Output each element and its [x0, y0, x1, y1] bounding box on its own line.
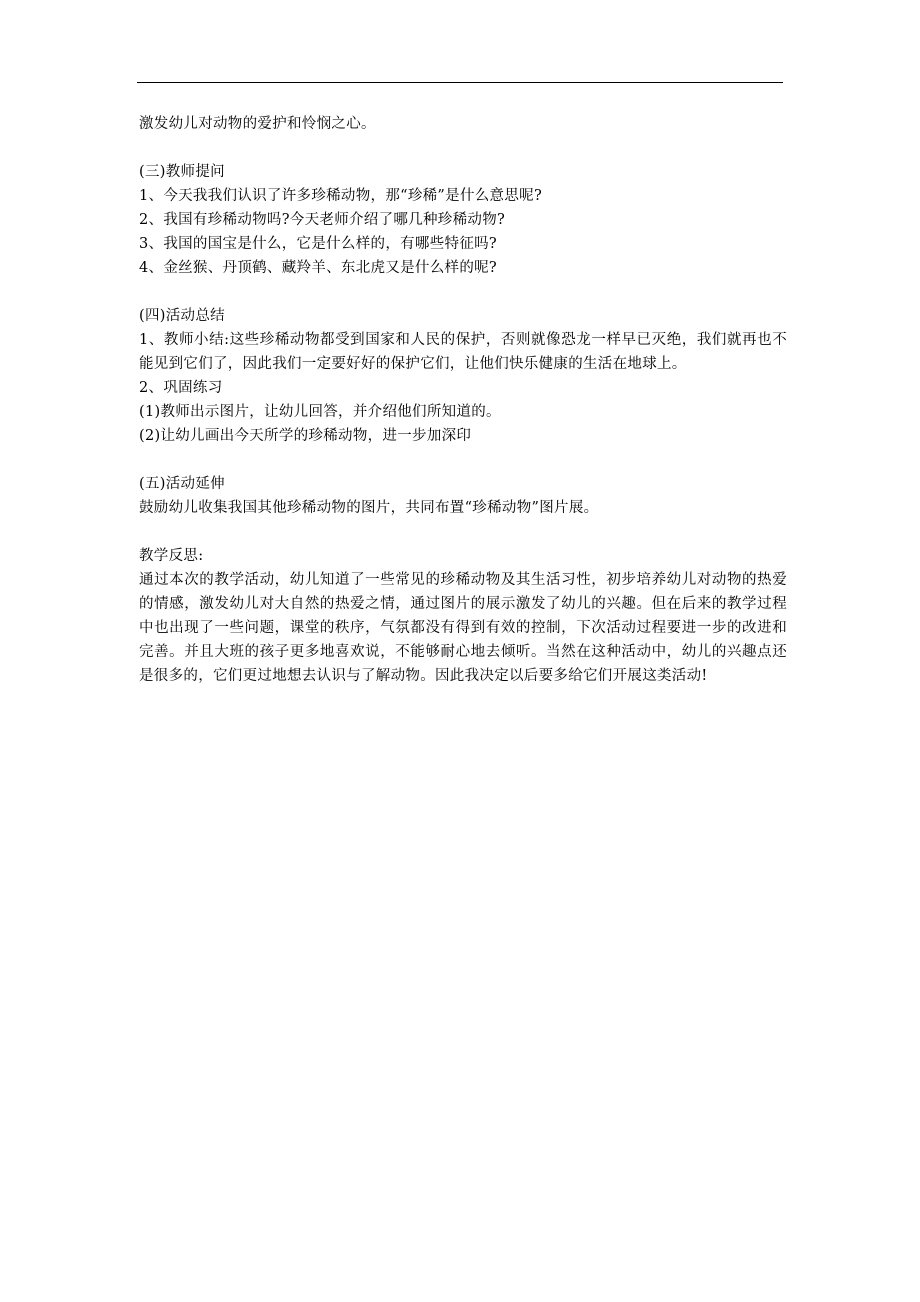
section5-heading: (五)活动延伸 — [139, 476, 225, 492]
question-item: 1、今天我我们认识了许多珍稀动物，那“珍稀”是什么意思呢? — [139, 188, 543, 204]
paragraph-gap — [139, 448, 787, 472]
document-body — [139, 112, 787, 688]
question-item: 2、我国有珍稀动物吗?今天老师介绍了哪几种珍稀动物? — [139, 212, 506, 228]
summary-paragraph: 1、教师小结:这些珍稀动物都受到国家和人民的保护，否则就像恐龙一样早已灭绝，我们就再也不能见到它们了，因此我们一定要好好的保护它们，让他们快乐健康的生活在地球上。 — [139, 332, 787, 372]
section4-heading: (四)活动总结 — [139, 308, 225, 324]
reflection-heading: 教学反思: — [139, 548, 204, 564]
practice-item: (1)教师出示图片，让幼儿回答，并介绍他们所知道的。 — [139, 404, 501, 420]
practice-title: 2、巩固练习 — [139, 380, 223, 396]
paragraph-gap — [139, 520, 787, 544]
extension-text: 鼓励幼儿收集我国其他珍稀动物的图片，共同布置“珍稀动物”图片展。 — [139, 500, 599, 516]
practice-item: (2)让幼儿画出今天所学的珍稀动物，进一步加深印 — [139, 428, 472, 444]
question-item: 4、金丝猴、丹顶鹤、藏羚羊、东北虎又是什么样的呢? — [139, 260, 497, 276]
paragraph-gap — [139, 280, 787, 304]
intro-line: 激发幼儿对动物的爱护和怜悯之心。 — [139, 116, 376, 132]
question-item: 3、我国的国宝是什么，它是什么样的，有哪些特征吗? — [139, 236, 497, 252]
paragraph-gap — [139, 136, 787, 160]
header-rule — [137, 82, 783, 83]
section3-heading: (三)教师提问 — [139, 164, 225, 180]
reflection-paragraph: 通过本次的教学活动，幼儿知道了一些常见的珍稀动物及其生活习性，初步培养幼儿对动物的热爱的情感，激发幼儿对大自然的热爱之情，通过图片的展示激发了幼儿的兴趣。但在后来的教学过程中也出现了一些问题，课堂的秩序，气氛都没有得到有效的控制，下次活动过程要进一步的改进和完善。并且大班的孩子更多地喜欢说，不能够耐心地去倾听。当然在这种活动中，幼儿的兴趣点还是很多的，它们更过地想去认识与了解动物。因此我决定以后要多给它们开展这类活动! — [139, 572, 787, 684]
